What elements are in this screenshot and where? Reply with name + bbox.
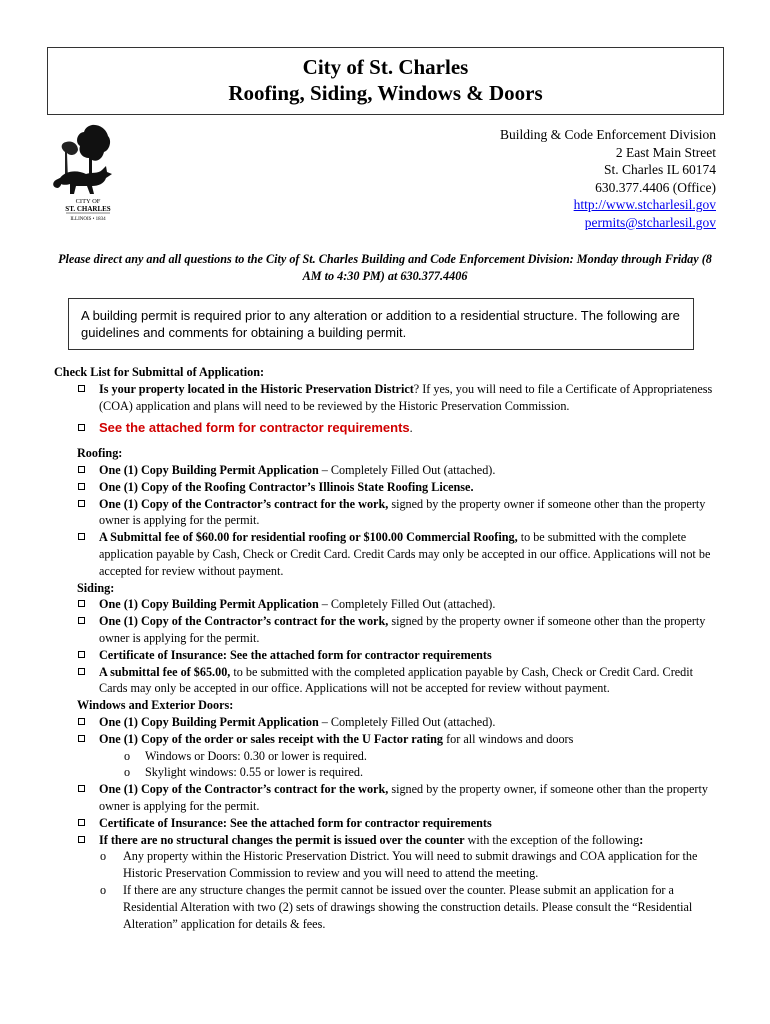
checkbox-icon xyxy=(78,533,85,540)
bullet-icon: o xyxy=(100,849,107,864)
sub-list-item: o Any property within the Historic Preservation District. You will need to submit drawings and COA application for the Historic Preservation Commission to review and you will need to attend the meeting. xyxy=(100,849,698,881)
list-item: One (1) Copy Building Permit Application – Completely Filled Out (attached). xyxy=(54,714,718,731)
list-item: Certificate of Insurance: See the attached form for contractor requirements xyxy=(54,815,718,832)
checkbox-icon xyxy=(78,500,85,507)
list-item: One (1) Copy of the Contractor’s contract for the work, signed by the property owner, if someone other than the property owner is applying for the permit. xyxy=(54,781,718,815)
contact-block xyxy=(500,126,716,232)
checkbox-icon xyxy=(78,836,85,843)
list-item: One (1) Copy of the order or sales receipt with the U Factor rating for all windows and doors xyxy=(54,731,718,748)
list-item: Certificate of Insurance: See the attached form for contractor requirements xyxy=(54,647,718,664)
page-title: City of St. Charles xyxy=(302,55,469,79)
city-address: St. Charles IL 60174 xyxy=(604,162,716,178)
list-item: One (1) Copy Building Permit Application – Completely Filled Out (attached). xyxy=(54,462,718,479)
bullet-icon: o xyxy=(124,748,131,763)
list-item: A Submittal fee of $60.00 for residential roofing or $100.00 Commercial Roofing, to be submitted with the complete application payable by Cash, Check or Credit Card. Credit Cards may only be accepted in our office. Applications will not be accepted for review without payment. xyxy=(54,529,718,579)
checkbox-icon xyxy=(78,735,85,742)
checklist-heading: Check List for Submittal of Application: xyxy=(54,365,265,379)
checkbox-icon xyxy=(78,718,85,725)
section-heading-roofing: Roofing: xyxy=(77,446,123,461)
email-link[interactable]: permits@stcharlesil.gov xyxy=(584,214,716,230)
sub-list-item: o Skylight windows: 0.55 or lower is required. xyxy=(124,765,364,780)
checkbox-icon xyxy=(78,483,85,490)
website-link[interactable]: http://www.stcharlesil.gov xyxy=(573,197,716,213)
division-name: Building & Code Enforcement Division xyxy=(500,127,716,142)
checkbox-icon xyxy=(78,668,85,675)
list-item: See the attached form for contractor requirements. xyxy=(54,420,718,437)
checkbox-icon xyxy=(78,424,85,431)
checkbox-icon xyxy=(78,466,85,473)
list-item: One (1) Copy of the Contractor’s contract for the work, signed by the property owner if someone other than the property owner is applying for the permit. xyxy=(54,613,718,647)
list-item: One (1) Copy of the Contractor’s contract for the work, signed by the property owner if someone other than the property owner is applying for the permit. xyxy=(54,496,718,530)
section-heading-siding: Siding: xyxy=(77,580,115,595)
bullet-icon: o xyxy=(124,765,131,780)
list-item: A submittal fee of $65.00, to be submitted with the completed application payable by Cash, Check or Credit Card. Credit Cards may only be accepted in our office. Applications will not be accepted for review without payment. xyxy=(54,664,718,698)
title-box xyxy=(47,47,724,115)
checkbox-icon xyxy=(78,600,85,607)
checkbox-icon xyxy=(78,617,85,624)
fox-tree-logo-icon xyxy=(52,120,124,225)
list-item: If there are no structural changes the permit is issued over the counter with the exception of the following: xyxy=(54,832,718,849)
city-logo xyxy=(52,120,124,225)
checklist xyxy=(54,364,718,932)
checkbox-icon xyxy=(78,651,85,658)
logo-line2: ST. CHARLES xyxy=(65,205,111,213)
list-item: Is your property located in the Historic Preservation District? If yes, you will need to file a Certificate of Appropriateness (COA) application and plans will need to be reviewed by the Historic Preservation Commission. xyxy=(54,381,718,415)
section-heading-windows: Windows and Exterior Doors: xyxy=(77,698,234,713)
checkbox-icon xyxy=(78,785,85,792)
bullet-icon: o xyxy=(100,882,107,897)
street-address: 2 East Main Street xyxy=(615,144,716,160)
list-item: One (1) Copy Building Permit Application – Completely Filled Out (attached). xyxy=(54,596,718,613)
contact-notice: Please direct any and all questions to the City of St. Charles Building and Code Enforcement Division: Monday through Friday (8 AM to 4:30 PM) at 630.377.4406 xyxy=(58,252,712,283)
page-subtitle: Roofing, Siding, Windows & Doors xyxy=(228,81,543,105)
sub-list-item: o Windows or Doors: 0.30 or lower is required. xyxy=(124,748,367,763)
checkbox-icon xyxy=(78,819,85,826)
logo-line1: CITY OF xyxy=(75,198,101,205)
logo-line3: ILLINOIS • 1834 xyxy=(70,217,106,222)
checkbox-icon xyxy=(78,385,85,392)
list-item: One (1) Copy of the Roofing Contractor’s Illinois State Roofing License. xyxy=(54,479,718,496)
info-box: A building permit is required prior to any alteration or addition to a residential structure. The following are guidelines and comments for obtaining a building permit. xyxy=(68,298,694,350)
sub-list-item: o If there are any structure changes the permit cannot be issued over the counter. Please submit an application for a Residential Alteration with two (2) sets of drawings showing the construction details. Please consult the “Residential Alteration” application for details & fees. xyxy=(100,882,693,931)
contractor-requirements-note: See the attached form for contractor requirements xyxy=(99,420,410,436)
office-phone: 630.377.4406 (Office) xyxy=(595,179,716,195)
